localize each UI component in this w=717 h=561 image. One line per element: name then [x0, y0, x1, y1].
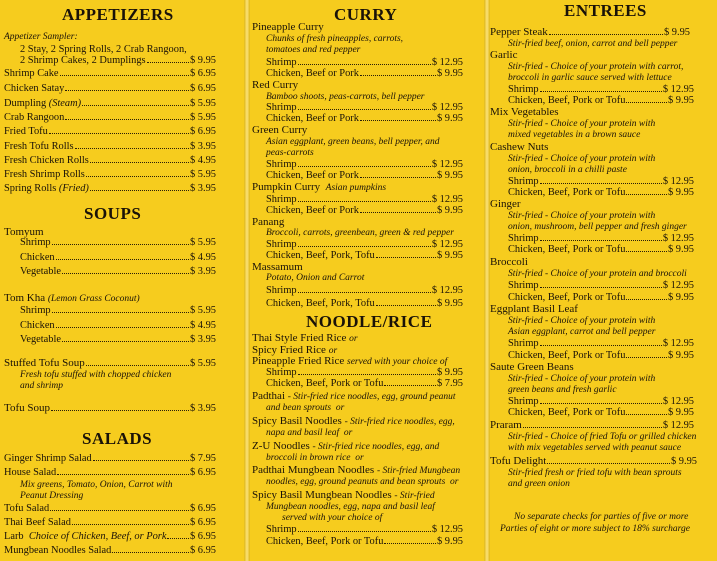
menu-panel-right	[490, 0, 717, 561]
price-row: Shrimp $ 12.95	[508, 280, 694, 291]
price-row: Shrimp $ 12.95	[508, 338, 694, 349]
price-row: Chicken, Beef or Pork $ 9.95	[266, 205, 463, 216]
entree-desc: Stir-fried - Choice of your protein with	[508, 316, 656, 326]
house-salad-desc: Peanut Dressing	[20, 491, 84, 501]
menu-item: Dumpling (Steam) $ 5.95	[4, 98, 216, 109]
entree-desc: Stir-fried beef, onion, carrot and bell pepper	[508, 39, 678, 49]
curry-desc: Asian eggplant, green beans, bell pepper, and	[266, 137, 440, 147]
sampler-line: 2 Stay, 2 Spring Rolls, 2 Crab Rangoon,	[20, 44, 187, 55]
noodle-desc: Mungbean noodles, egg, napa and basil leaf	[266, 502, 435, 512]
price-row: Chicken, Beef, Pork, Tofu $ 9.95	[266, 298, 463, 309]
price-row: Shrimp $ 12.95	[266, 239, 463, 250]
curry-desc: Potato, Onion and Carrot	[266, 273, 365, 283]
salad-item: Thai Beef Salad $ 6.95	[4, 517, 216, 528]
entree-desc: and green onion	[508, 479, 570, 489]
price-row: Chicken, Beef, Pork or Tofu $ 9.95	[508, 292, 694, 303]
sampler-label: Appetizer Sampler:	[4, 32, 78, 42]
stuffed-desc: Fresh tofu stuffed with chopped chicken	[20, 370, 172, 380]
entree-row: Praram $ 12.95	[490, 419, 694, 431]
soup-option: Vegetable $ 3.95	[20, 266, 216, 277]
salad-item: House Salad $ 6.95	[4, 467, 216, 478]
curry-desc: peas-carrots	[266, 148, 314, 158]
soup-option: Chicken $ 4.95	[20, 252, 216, 263]
menu-item: Spring Rolls (Fried) $ 3.95	[4, 183, 216, 194]
salad-item: Larb Choice of Chicken, Beef, or Pork $ 6.95	[4, 531, 216, 542]
price-row: Chicken, Beef, Pork, Tofu $ 9.95	[266, 250, 463, 261]
price-row: Chicken, Beef, Pork or Tofu $ 9.95	[508, 187, 694, 198]
noodle-desc: served with your choice of	[282, 513, 383, 523]
curry-name: Pineapple Curry	[252, 21, 324, 33]
entree-name: Eggplant Basil Leaf	[490, 303, 578, 315]
surcharge-note: Parties of eight or more subject to 18% surcharge	[500, 524, 690, 534]
curry-heading: CURRY	[334, 5, 398, 24]
price-row: Chicken, Beef or Pork $ 9.95	[266, 113, 463, 124]
price-row: Shrimp $ 12.95	[266, 102, 463, 113]
noodle-name: Thai Style Fried Rice or	[252, 332, 358, 344]
house-salad-desc: Mix greens, Tomato, Onion, Carrot with	[20, 480, 173, 490]
price-row: Shrimp $ 9.95	[266, 367, 463, 378]
curry-name: Massamum	[252, 261, 303, 273]
entree-name: Cashew Nuts	[490, 141, 549, 153]
salads-heading: SALADS	[82, 429, 153, 448]
stuffed-desc: and shrimp	[20, 381, 64, 391]
price-row: Shrimp $ 12.95	[508, 176, 694, 187]
noodle-desc: broccoli in brown rice or	[266, 453, 364, 463]
entree-desc: Stir-fried - Choice of your protein with	[508, 119, 656, 129]
noodle-desc: napa and basil leaf or	[266, 428, 353, 438]
price-row: Shrimp $ 12.95	[266, 159, 463, 170]
entree-desc: with mix vegetables served with peanut sauce	[508, 443, 682, 453]
entree-row: Pepper Steak $ 9.95	[490, 26, 690, 38]
entree-desc: Stir-fried - Choice of your protein with	[508, 374, 656, 384]
curry-name: Panang	[252, 216, 285, 228]
entree-desc: onion, broccoli in a chilli paste	[508, 165, 627, 175]
entrees-heading: ENTREES	[564, 1, 647, 20]
price-row: Shrimp $ 12.95	[508, 84, 694, 95]
entree-desc: Asian eggplant, carrot and bell pepper	[508, 327, 656, 337]
entree-desc: green beans and fresh garlic	[508, 385, 617, 395]
noodle-name: Spicy Basil Mungbean Noodles - Stir-fried	[252, 489, 435, 501]
curry-name: Green Curry	[252, 124, 308, 136]
price-row: Chicken, Beef, Pork or Tofu $ 7.95	[266, 378, 463, 389]
entree-desc: Stir-fried - Choice of your protein with	[508, 211, 656, 221]
soup-option: Vegetable $ 3.95	[20, 334, 216, 345]
tofu-soup-row: Tofu Soup $ 3.95	[4, 402, 216, 414]
price-row: Shrimp $ 12.95	[508, 233, 694, 244]
tomyum-name: Tomyum	[4, 226, 44, 238]
menu-item: Shrimp Cake $ 6.95	[4, 68, 216, 79]
price-row: Chicken, Beef, Pork or Tofu $ 9.95	[508, 407, 694, 418]
tomkha-name: Tom Kha (Lemon Grass Coconut)	[4, 292, 140, 304]
noodle-name: Spicy Basil Noodles - Stir-fried rice noodles, egg,	[252, 415, 455, 427]
soup-option: Shrimp $ 5.95	[20, 305, 216, 316]
price-row: Shrimp $ 12.95	[266, 524, 463, 535]
entree-name: Saute Green Beans	[490, 361, 574, 373]
soups-heading: SOUPS	[84, 204, 142, 223]
price-row: Shrimp $ 12.95	[266, 194, 463, 205]
menu-item: Fresh Tofu Rolls $ 3.95	[4, 141, 216, 152]
soup-option: Shrimp $ 5.95	[20, 237, 216, 248]
curry-name: Red Curry	[252, 79, 299, 91]
menu-item: Chicken Satay $ 6.95	[4, 83, 216, 94]
price-row: Shrimp $ 12.95	[508, 396, 694, 407]
price-row: Shrimp $ 12.95	[266, 57, 463, 68]
salad-item: Ginger Shrimp Salad $ 7.95	[4, 453, 216, 464]
noodle-name: Spicy Fried Rice or	[252, 344, 338, 356]
price-row: Chicken, Beef or Pork $ 9.95	[266, 68, 463, 79]
menu-item: Fresh Shrimp Rolls $ 5.95	[4, 169, 216, 180]
entree-desc: Stir-fried - Choice of fried Tofu or grilled chicken	[508, 432, 697, 442]
noodle-name: Pineapple Fried Rice served with your choice of	[252, 355, 448, 367]
appetizers-heading: APPETIZERS	[62, 5, 174, 24]
curry-desc: Bamboo shoots, peas-carrots, bell pepper	[266, 92, 425, 102]
salad-item: Tofu Salad $ 6.95	[4, 503, 216, 514]
entree-desc: onion, mushroom, bell pepper and fresh ginger	[508, 222, 687, 232]
noodle-name: Z-U Noodles - Stir-fried rice noodles, egg, and	[252, 440, 440, 452]
soup-option: Chicken $ 4.95	[20, 320, 216, 331]
menu-item: Fried Tofu $ 6.95	[4, 126, 216, 137]
price-row: Chicken, Beef, Pork or Tofu $ 9.95	[508, 95, 694, 106]
curry-desc: Chunks of fresh pineapples, carrots,	[266, 34, 404, 44]
price-row: Chicken, Beef, Pork or Tofu $ 9.95	[508, 244, 694, 255]
price-row: Chicken, Beef, Pork or Tofu $ 9.95	[508, 350, 694, 361]
entree-desc: Stir-fried fresh or fried tofu with bean sprouts	[508, 468, 682, 478]
curry-desc: Broccoli, carrots, greenbean, green & red pepper	[266, 228, 454, 238]
curry-name: Pumpkin Curry Asian pumpkins	[252, 181, 387, 193]
entree-name: Garlic	[490, 49, 518, 61]
stuffed-tofu-soup-row: Stuffed Tofu Soup $ 5.95	[4, 357, 216, 369]
price-row: Chicken, Beef, Pork or Tofu $ 9.95	[266, 536, 463, 547]
noodle-name: Padthai - Stir-fried rice noodles, egg, ground peanut	[252, 390, 456, 402]
entree-desc: Stir-fried - Choice of your protein with	[508, 154, 656, 164]
entree-desc: mixed vegetables in a brown sauce	[508, 130, 641, 140]
entree-name: Ginger	[490, 198, 521, 210]
noodle-desc: and bean sprouts or	[266, 403, 345, 413]
menu-panel-left	[0, 0, 246, 561]
noodle-rice-heading: NOODLE/RICE	[306, 312, 433, 331]
noodle-name: Padthai Mungbean Noodles - Stir-fried Mungbean	[252, 464, 461, 476]
entree-name: Broccoli	[490, 256, 528, 268]
entree-name: Mix Vegetables	[490, 106, 559, 118]
price-row: Shrimp $ 12.95	[266, 285, 463, 296]
noodle-desc: noodles, egg, ground peanuts and bean sprouts or	[266, 477, 459, 487]
party-note: No separate checks for parties of five or more	[514, 512, 689, 522]
entree-desc: broccoli in garlic sauce served with lettuce	[508, 73, 672, 83]
entree-desc: Stir-fried - Choice of your protein and broccoli	[508, 269, 687, 279]
menu-item: Fresh Chicken Rolls $ 4.95	[4, 155, 216, 166]
menu-panel-middle	[248, 0, 478, 561]
sampler-row: 2 Shrimp Cakes, 2 Dumplings $ 9.95	[20, 55, 216, 66]
entree-desc: Stir-fried - Choice of your protein with carrot,	[508, 62, 684, 72]
menu-item: Crab Rangoon $ 5.95	[4, 112, 216, 123]
price-row: Chicken, Beef or Pork $ 9.95	[266, 170, 463, 181]
entree-row: Tofu Delight $ 9.95	[490, 455, 697, 467]
curry-desc: tomatoes and red pepper	[266, 45, 361, 55]
salad-item: Mungbean Noodles Salad $ 6.95	[4, 545, 216, 556]
